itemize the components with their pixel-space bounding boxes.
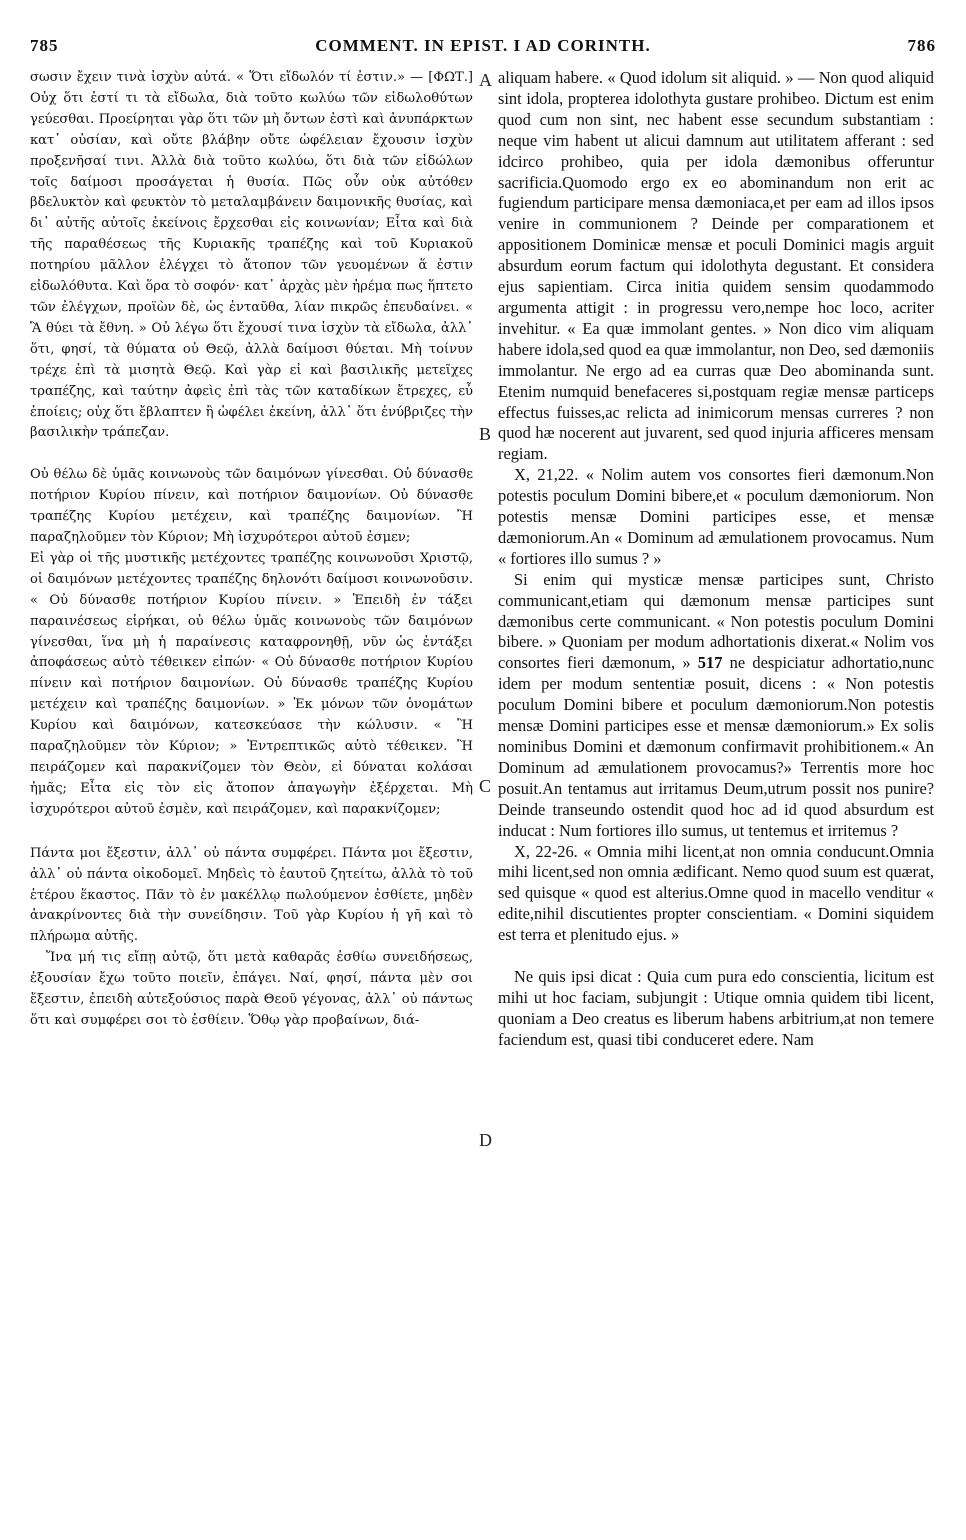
latin-paragraph-5: Ne quis ipsi dicat : Quia cum pura edo conscientia, licitum est mihi ut hoc faciam, subjungit : Utique omnia quidem tibi licent, quoniam a Deo creatus es liberum habens arbitrium,at non temere faciendum est, quasi tibi conduceret edere. Nam	[498, 967, 934, 1049]
margin-marker-c: C	[479, 776, 492, 796]
column-number-marker: 517	[697, 653, 723, 673]
latin-paragraph-3-start: Si enim qui mysticæ mensæ participes sunt, Christo communicant,etiam qui dæmonum mensæ participes sunt dæmonibus certe communicant. « Non potestis poculum Domini bibere. » Quoniam per modum adhortationis dixerat.« Nolim vos consortes fieri dæmonum, »	[498, 569, 934, 673]
latin-paragraph-3-end: ne despiciatur adhortatio,nunc idem per modum sententiæ posuit, dicens : « Non potestis poculum Domini bibere et poculum dæmoniorum.Non potestis mensæ Domini participes esse et mensæ dæmoniorum.» Ex solis nominibus Domini et dæmonum confirmavit prohibitionem.« An Dominum ad æmulationem provocamus?» Terrentis more hoc posuit.An tentamus aut irritamus Deum,utrum possit nos punire? Deinde transeundo ostendit quod hoc ad id quod absurdum est inducat : Num fortiores illo sumus, ut tentemus et irritemus ?	[498, 653, 934, 840]
page-header	[30, 30, 936, 60]
running-title: COMMENT. IN EPIST. I AD CORINTH.	[315, 36, 651, 55]
greek-column	[30, 68, 473, 1032]
greek-paragraph-1: σωσιν ἔχειν τινὰ ἰσχὺν αὐτά. « Ὅτι εἴδωλόν τί ἐστιν.» — [ΦΩΤ.] Οὐχ ὅτι ἐστί τι τὰ εἴδωλα, διὰ τοῦτο κωλύω τῶν εἰδωλοθύτων γεύεσθαι. Προείρηται γὰρ ὅτι τῶν μὴ ὄντων ἐστὶ καὶ ἀνυπάρκτων κατ᾽ οὐσίαν, καὶ οὔτε βλάβην οὔτε ὠφέλειαν ἔχουσιν ἰσχὺν προξενῆσαί τινι. Ἀλλὰ διὰ τοῦτο κωλύω, ὅτι διὰ τῶν εἰδώλων τοῖς δαίμοσι προσάγεται ἡ θυσία. Πῶς οὖν οὐκ αὐτόθεν βδελυκτὸν καὶ φευκτὸν τὸ μεταλαμβάνειν δαιμονικῆς θυσίας, καὶ δι᾽ αὐτῆς αὐτοῖς ἐκείνοις ἔρχεσθαι εἰς κοινωνίαν; Εἶτα καὶ διὰ τῆς παραθέσεως τῆς Κυριακῆς τραπέζης καὶ τοῦ Κυριακοῦ ποτηρίου μᾶλλον ἐλέγχει τὸ ἄτοπον τῶν γευομένων ἅ ἐστιν εἰδωλόθυτα. Καὶ ὅρα τὸ σοφόν· κατ᾽ ἀρχὰς μὲν ἠρέμα πως ἥπτετο τῶν ἐλέγχων, προϊὼν δὲ, ὡς ἐνταῦθα, λίαν πικρῶς ἐπευδαίνει. « Ἃ θύει τὰ ἔθνη. » Οὐ λέγω ὅτι ἔχουσί τινα ἰσχὺν τὰ εἴδωλα, ἀλλ᾽ ὅτι, φησί, τὰ θύματα οὐ Θεῷ, ἀλλὰ δαίμοσι θύεται. Μὴ τοίνυν τρέχε ἐπὶ τὰ μισητὰ Θεῷ. Καὶ γὰρ εἰ καὶ βασιλικῆς μετεῖχες τραπέζης, καὶ ταύτην ἀφεὶς ἐπὶ τὰς τῶν καταδίκων ἔτρεχες, εὖ ἐποίεις; οὐχ ὅτι ἔβλαπτεν ἢ ὠφέλει ἐκείνη, ἀλλ᾽ ὅτι ἐνύβριζες τὴν βασιλικὴν τράπεζαν.	[30, 70, 473, 441]
latin-paragraph-1: aliquam habere. « Quod idolum sit aliquid. » — Non quod aliquid sint idola, propterea idolothyta gustare prohibeo. Dictum est enim quod cum non sint, nec habent esse secundum substantiam : neque vim habent ut alicui damnum aut utilitatem afferant : sed idcirco prohibeo, quia per idola dæmonibus offeruntur sacrificia.Quomodo ergo ex eo abominandum non erit ac fugiendum participare mensa dæmoniaca,et per eam ad illos ipsos venire in communionem ? Deinde per comparationem et appositionem Dominicæ mensæ et poculi Dominici magis arguit absurdum eorum factum qui idolothyta degustant. Et considera ejus sapientiam. Circa initia quidem sensim quodammodo argumenta attigit : in progressu vero,nempe hoc loco, acriter invehitur. « Ea quæ immolant gentes. » Non dico vim aliquam habere idola,sed quod ea quæ immolantur, non Deo, sed dæmoniis immolantur. Ne ergo ad ea curras quæ Deo abominanda sunt. Etenim numquid benefaceres si,postquam regiæ mensæ particeps effectus fuisses,ac relicta ad inimicorum mensas curreres ? non quod hæ nocerent aut juvarent, sed quod injuria afficeres mensam regiam.	[498, 68, 934, 464]
margin-marker-b: B	[479, 424, 492, 444]
page-number-left: 785	[30, 36, 59, 55]
greek-paragraph-2: Οὐ θέλω δὲ ὑμᾶς κοινωνοὺς τῶν δαιμόνων γίνεσθαι. Οὐ δύνασθε ποτήριον Κυρίου πίνειν, καὶ ποτήριον δαιμονίων. Οὐ δύνασθε τραπέζης Κυρίου μετέχειν, καὶ τραπέζης δαιμονίων. Ἢ παραζηλοῦμεν τὸν Κύριον; Μὴ ἰσχυρότεροι αὐτοῦ ἐσμεν;	[30, 467, 473, 546]
margin-marker-a: A	[479, 70, 492, 90]
latin-column	[498, 68, 934, 1051]
margin-marker-d: D	[479, 1130, 492, 1150]
latin-paragraph-4: X, 22-26. « Omnia mihi licent,at non omnia conducunt.Omnia mihi licent,sed non omnia ædificant. Nemo quod suum est quærat, sed quisque « quod est alterius.Omne quod in macello venditur « edite,nihil discutientes propter conscientiam. « Domini siquidem est terra et plenitudo ejus. »	[498, 841, 934, 945]
greek-paragraph-4: Πάντα μοι ἔξεστιν, ἀλλ᾽ οὐ πάντα συμφέρει. Πάντα μοι ἔξεστιν, ἀλλ᾽ οὐ πάντα οἰκοδομεῖ. Μηδεὶς τὸ ἑαυτοῦ ζητείτω, ἀλλὰ τὸ τοῦ ἑτέρου ἕκαστος. Πᾶν τὸ ἐν μακέλλῳ πωλούμενον ἐσθίετε, μηδὲν ἀνακρίνοντες διὰ τὴν συνείδησιν. Τοῦ γὰρ Κυρίου ἡ γῆ καὶ τὸ πλήρωμα αὐτῆς.	[30, 845, 473, 945]
greek-paragraph-3: Εἰ γὰρ οἱ τῆς μυστικῆς μετέχοντες τραπέζης κοινωνοῦσι Χριστῷ, οἱ δαιμόνων μετέχοντες τραπέζης δηλονότι δαίμοσι κοινωνοῦσιν. « Οὐ δύνασθε ποτήριον Κυρίου πίνειν. » Ἐπειδὴ ἐν τάξει παραινέσεως εἰρήκαι, οὐ θέλω ὑμᾶς κοινωνοὺς τῶν δαιμόνων γίνεσθαι, ἵνα μὴ ἡ παραίνεσις καταφρονηθῇ, νῦν ὡς ἐντάξει ἀποφάσεως αὐτὸ τέθεικεν εἰπών· « Οὐ δύνασθε ποτήριον Κυρίου πίνειν καὶ ποτήριον δαιμονίων. Οὐ δύνασθε τραπέζης Κυρίου μετέχειν καὶ τραπέζης δαιμονίων. » Ἐκ μόνων τῶν ὀνομάτων Κυρίου καὶ δαιμόνων, κατεσκεύασε τὴν κώλυσιν. « Ἢ παραζηλοῦμεν τὸν Κύριον; » Ἐντρεπτικῶς αὐτὸ τέθεικεν. Ἢ πειράζομεν καὶ παρακνίζομεν τὸν Θεὸν, εἰ δύναται κολάσαι ἡμᾶς; Εἶτα εἰς τὸν εἰς ἄτοπον ἀπαγωγὴν ἐξέρχεται. Μὴ ἰσχυρότεροι αὐτοῦ ἐσμὲν, καὶ πειράζομεν, καὶ παρακνίζομεν;	[30, 550, 473, 817]
page-number-right: 786	[907, 36, 936, 55]
latin-paragraph-3	[498, 570, 934, 842]
latin-paragraph-2: X, 21,22. « Nolim autem vos consortes fieri dæmonum.Non potestis poculum Domini bibere,et « poculum dæmoniorum. Non potestis mensæ Domini participes esse, et mensæ dæmoniorum.An « Dominum ad æmulationem provocamus. Num « fortiores illo sumus ? »	[498, 465, 934, 568]
greek-paragraph-5: Ἵνα μή τις εἴπῃ αὐτῷ, ὅτι μετὰ καθαρᾶς ἐσθίω συνειδήσεως, ἐξουσίαν ἔχω τοῦτο ποιεῖν, ἐπάγει. Ναί, φησί, πάντα μὲν σοι ἔξεστιν, ἐπειδὴ αὐτεξούσιος παρὰ Θεοῦ γέγονας, ἀλλ᾽ οὐ πάντως ὅτι καὶ συμφέρει σοι τὸ ἐσθίειν. Ὅθῳ γὰρ προβαίνων, διά-	[30, 950, 473, 1028]
